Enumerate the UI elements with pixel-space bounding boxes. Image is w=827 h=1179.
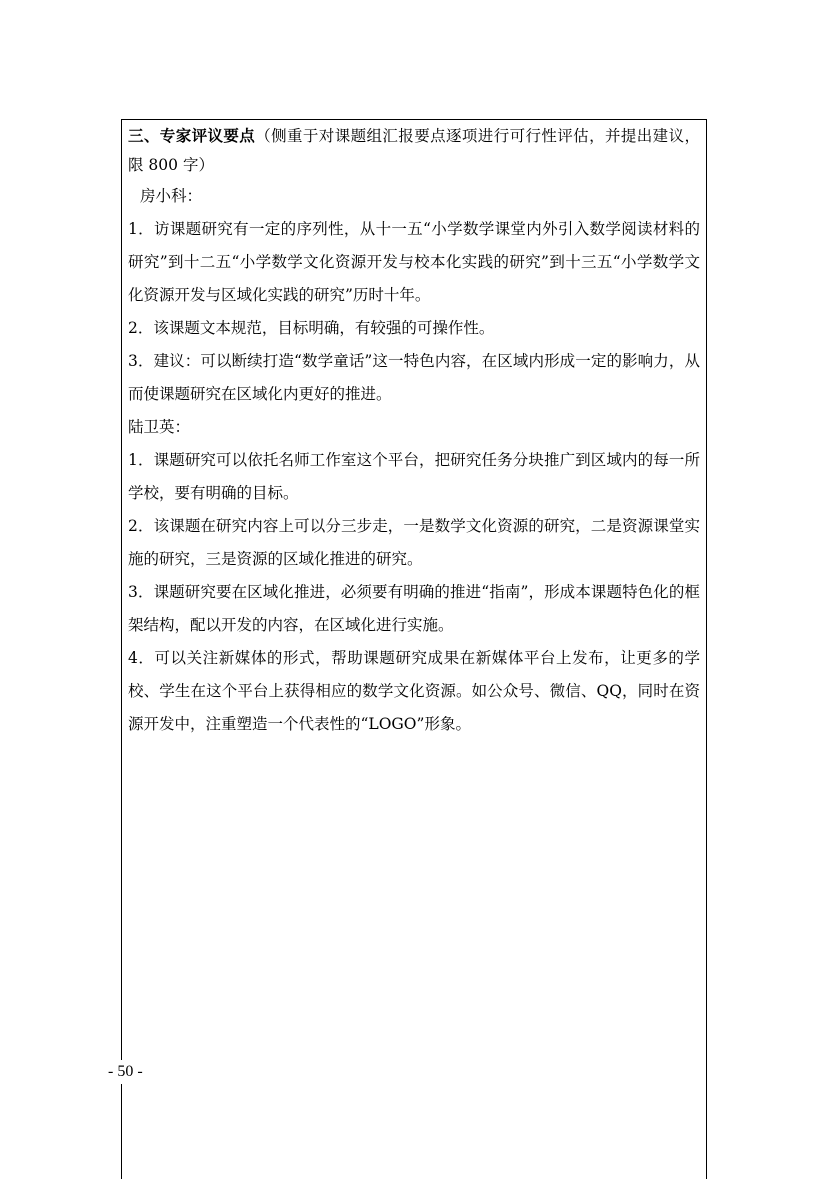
page-number: - 50 -	[106, 1060, 145, 1084]
expert-1-point-1: 1．访课题研究有一定的序列性，从十一五“小学数学课堂内外引入数学阅读材料的研究”到十二五“小学数学文化资源开发与校本化实践的研究”到十三五“小学数学文化资源开发与区域化实践的研究”历时十年。	[128, 220, 700, 304]
section-title: 三、专家评议要点	[128, 127, 256, 145]
expert-2-point-3: 3．课题研究要在区域化推进，必须要有明确的推进“指南”，形成本课题特色化的框架结构，配以开发的内容，在区域化进行实施。	[128, 583, 700, 634]
expert-2-point-1: 1．课题研究可以依托名师工作室这个平台，把研究任务分块推广到区域内的每一所学校，要有明确的目标。	[128, 451, 700, 502]
expert-name-2: 陆卫英：	[128, 418, 191, 436]
section-note: （侧重于对课题组汇报要点逐项进行可行性评估，并提出建议，限 800 字）	[128, 127, 700, 174]
expert-1-point-2: 2．该课题文本规范，目标明确，有较强的可操作性。	[128, 319, 495, 337]
section-heading	[128, 122, 700, 180]
expert-1-point-3: 3．建议：可以断续打造“数学童话”这一特色内容，在区域内形成一定的影响力，从而使课题研究在区域化内更好的推进。	[128, 352, 700, 403]
expert-2-point-2: 2．该课题在研究内容上可以分三步走，一是数学文化资源的研究，二是资源课堂实施的研究，三是资源的区域化推进的研究。	[128, 517, 700, 568]
expert-name-1: 房小科：	[140, 187, 203, 205]
review-content	[128, 122, 700, 741]
expert-2-point-4: 4．可以关注新媒体的形式，帮助课题研究成果在新媒体平台上发布，让更多的学校、学生在这个平台上获得相应的数学文化资源。如公众号、微信、QQ，同时在资源开发中，注重塑造一个代表性的“LOGO”形象。	[128, 649, 700, 733]
